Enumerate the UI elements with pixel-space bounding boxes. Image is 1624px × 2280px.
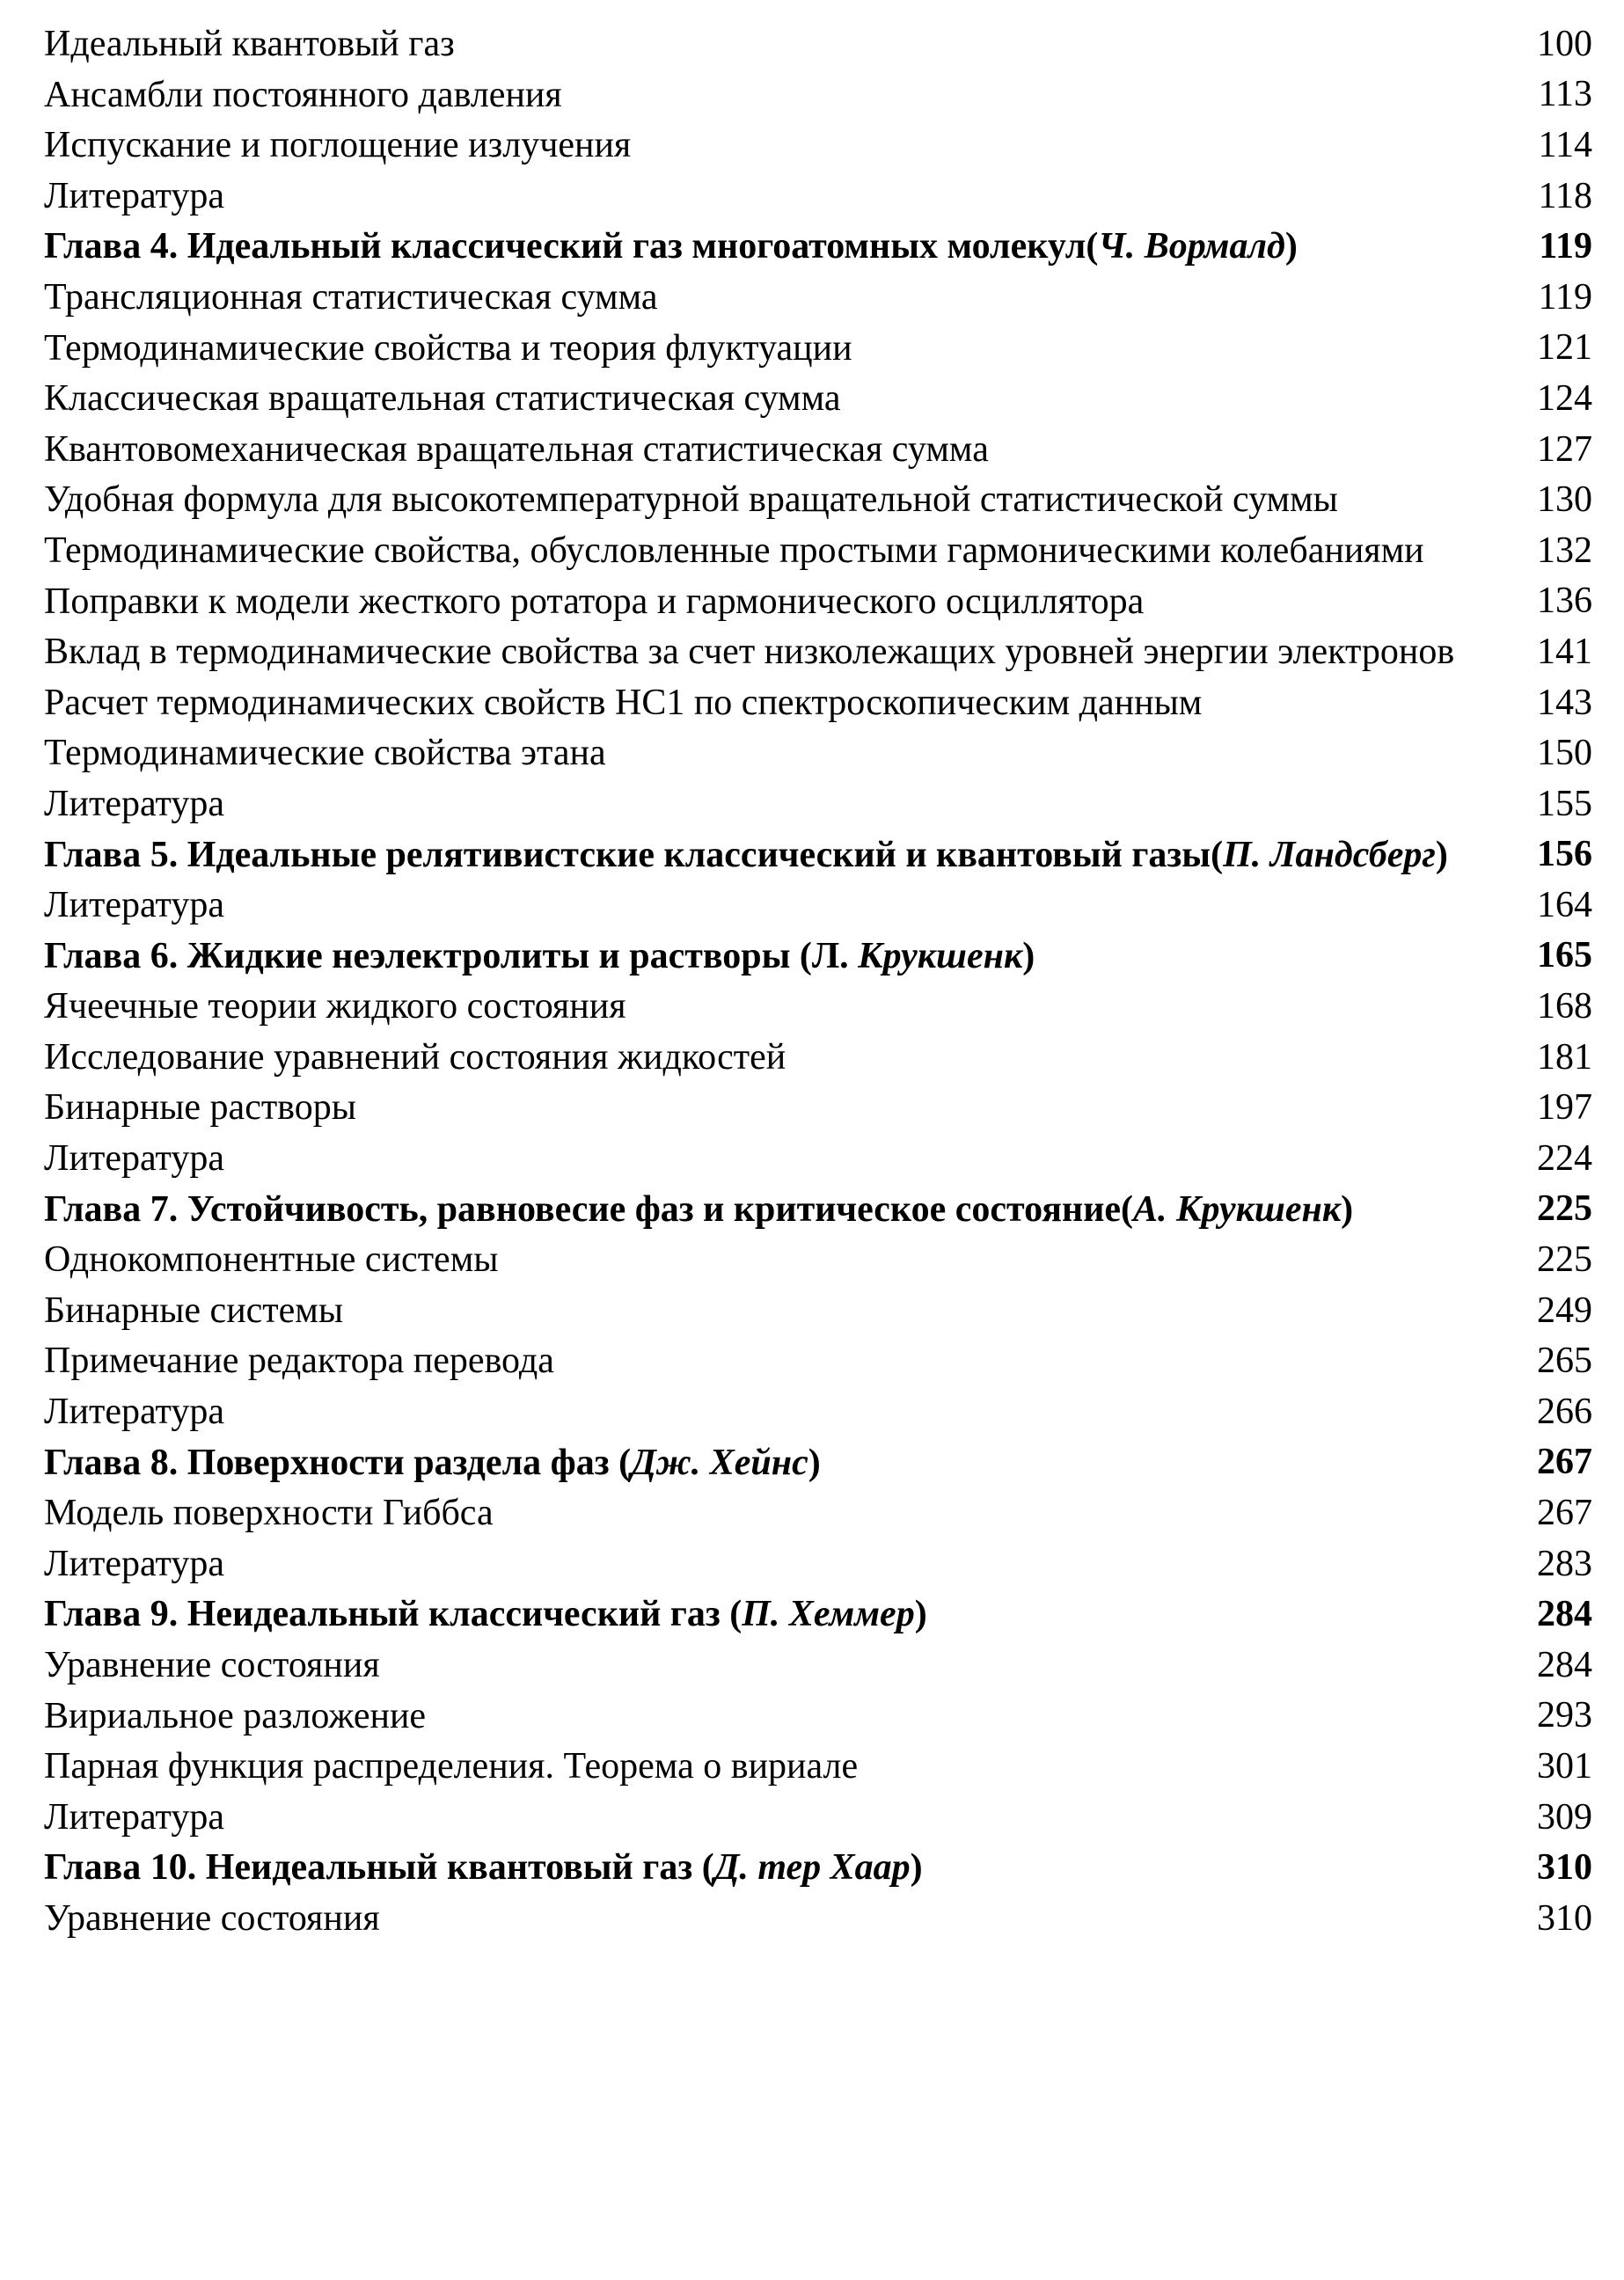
toc-entry-title bbox=[44, 1641, 1460, 1692]
toc-title-text: Квантовомеханическая вращательная статистическая сумма bbox=[44, 428, 989, 470]
toc-page-number: 113 bbox=[1538, 74, 1592, 115]
toc-page-number: 121 bbox=[1537, 327, 1592, 369]
toc-entry bbox=[44, 1742, 1592, 1793]
toc-entry-title bbox=[44, 273, 1460, 324]
toc-entry bbox=[44, 728, 1592, 779]
toc-chapter-author: П. Хеммер bbox=[742, 1594, 915, 1635]
toc-title-text: Глава 6. Жидкие неэлектролиты и растворы (Л. bbox=[44, 935, 859, 976]
toc-entry-title bbox=[44, 1589, 1460, 1641]
toc-chapter-author: П. Ландсберг bbox=[1223, 834, 1436, 875]
toc-title-close: ) bbox=[808, 1442, 821, 1483]
toc-entry bbox=[44, 627, 1592, 678]
toc-entry-title bbox=[44, 1286, 1460, 1337]
toc-entry-title bbox=[44, 172, 1460, 223]
toc-page-number: 156 bbox=[1537, 834, 1592, 875]
toc-entry-title bbox=[44, 1438, 1460, 1489]
toc-title-text: Глава 4. Идеальный классический газ многоатомных молекул( bbox=[44, 226, 1099, 267]
toc-title-text: Литература bbox=[44, 175, 224, 216]
toc-entry bbox=[44, 1488, 1592, 1539]
toc-title-text: Удобная формула для высокотемпературной вращательной статистической суммы bbox=[44, 479, 1338, 521]
toc-title-text: Модель поверхности Гиббса bbox=[44, 1493, 494, 1534]
toc-entry-title bbox=[44, 881, 1460, 932]
toc-title-text: Литература bbox=[44, 885, 224, 926]
toc-entry bbox=[44, 1894, 1592, 1945]
toc-entry-title bbox=[44, 1488, 1460, 1539]
toc-entry-title bbox=[44, 678, 1460, 729]
toc-page-number: 265 bbox=[1537, 1341, 1592, 1382]
toc-title-text: Бинарные системы bbox=[44, 1290, 344, 1331]
toc-title-text: Глава 9. Неидеальный классический газ ( bbox=[44, 1594, 743, 1635]
toc-chapter-author: Д. тер Хаар bbox=[713, 1847, 911, 1889]
toc-title-text: Поправки к модели жесткого ротатора и гармонического осциллятора bbox=[44, 581, 1145, 622]
toc-entry bbox=[44, 1692, 1592, 1743]
toc-entry-title bbox=[44, 70, 1460, 121]
toc-title-close: ) bbox=[1284, 226, 1298, 267]
toc-page-number: 119 bbox=[1539, 226, 1592, 267]
toc-entry-title bbox=[44, 577, 1460, 628]
toc-title-close: ) bbox=[914, 1594, 927, 1635]
toc-title-close: ) bbox=[1022, 935, 1035, 976]
toc-entry-title bbox=[44, 1894, 1460, 1945]
toc-page-number: 143 bbox=[1537, 682, 1592, 723]
toc-entry bbox=[44, 526, 1592, 577]
toc-chapter-heading bbox=[44, 830, 1592, 881]
toc-entry-title bbox=[44, 475, 1460, 526]
toc-title-text: Термодинамические свойства этана bbox=[44, 733, 606, 774]
toc-entry bbox=[44, 374, 1592, 425]
toc-entry-title bbox=[44, 374, 1460, 425]
toc-entry bbox=[44, 678, 1592, 729]
toc-entry-title bbox=[44, 1692, 1460, 1743]
toc-entry bbox=[44, 475, 1592, 526]
toc-page-number: 197 bbox=[1537, 1087, 1592, 1129]
toc-page-number: 164 bbox=[1537, 885, 1592, 926]
toc-page-number: 310 bbox=[1537, 1897, 1592, 1939]
toc-title-text: Классическая вращательная статистическая сумма bbox=[44, 378, 841, 420]
toc-page-number: 301 bbox=[1537, 1746, 1592, 1787]
toc-entry bbox=[44, 70, 1592, 121]
toc-title-text: Испускание и поглощение излучения bbox=[44, 125, 632, 166]
toc-title-text: Литература bbox=[44, 1392, 224, 1433]
toc-page-number: 225 bbox=[1537, 1239, 1592, 1281]
toc-title-text: Вклад в термодинамические свойства за счет низколежащих уровней энергии электронов bbox=[44, 632, 1455, 673]
toc-entry bbox=[44, 779, 1592, 830]
toc-title-text: Глава 10. Неидеальный квантовый газ ( bbox=[44, 1847, 714, 1889]
toc-entry-title bbox=[44, 425, 1460, 476]
toc-entry-title bbox=[44, 830, 1460, 881]
toc-title-close: ) bbox=[1341, 1188, 1354, 1230]
toc-title-text: Вириальное разложение bbox=[44, 1695, 427, 1736]
toc-entry-title bbox=[44, 1185, 1460, 1236]
toc-title-text: Расчет термодинамических свойств НС1 по спектроскопическим данным bbox=[44, 682, 1203, 723]
toc-title-text: Однокомпонентные системы bbox=[44, 1239, 499, 1281]
toc-entry-title bbox=[44, 779, 1460, 830]
toc-page-number: 284 bbox=[1537, 1594, 1592, 1635]
toc-entry-title bbox=[44, 1336, 1460, 1387]
toc-page-number: 124 bbox=[1537, 378, 1592, 420]
toc-entry bbox=[44, 1793, 1592, 1844]
toc-entry-title bbox=[44, 627, 1460, 678]
toc-title-text: Глава 7. Устойчивость, равновесие фаз и критическое состояние( bbox=[44, 1188, 1134, 1230]
toc-entry-title bbox=[44, 728, 1460, 779]
toc-chapter-heading bbox=[44, 1438, 1592, 1489]
toc-entry-title bbox=[44, 1843, 1460, 1894]
toc-page-number: 181 bbox=[1537, 1036, 1592, 1078]
toc-entry-title bbox=[44, 1387, 1460, 1438]
toc-title-text: Литература bbox=[44, 783, 224, 824]
toc-page-number: 100 bbox=[1537, 24, 1592, 64]
toc-chapter-author: Дж. Хейнс bbox=[631, 1442, 808, 1483]
toc-page-number: 155 bbox=[1537, 783, 1592, 824]
toc-title-text: Бинарные растворы bbox=[44, 1087, 356, 1129]
table-of-contents bbox=[44, 19, 1592, 1945]
toc-title-text: Литература bbox=[44, 1138, 224, 1180]
toc-page-number: 150 bbox=[1537, 733, 1592, 774]
toc-page-number: 127 bbox=[1537, 428, 1592, 470]
toc-entry bbox=[44, 273, 1592, 324]
toc-page-number: 293 bbox=[1537, 1695, 1592, 1736]
toc-entry bbox=[44, 881, 1592, 932]
toc-title-text: Ансамбли постоянного давления bbox=[44, 74, 562, 115]
toc-entry bbox=[44, 19, 1592, 70]
toc-page-number: 310 bbox=[1537, 1847, 1592, 1889]
toc-entry-title bbox=[44, 1793, 1460, 1844]
toc-entry bbox=[44, 1235, 1592, 1286]
toc-title-text: Термодинамические свойства и теория флуктуации bbox=[44, 327, 852, 369]
toc-title-text: Литература bbox=[44, 1543, 224, 1584]
toc-entry bbox=[44, 1083, 1592, 1134]
toc-page-number: 165 bbox=[1537, 935, 1592, 976]
toc-entry-title bbox=[44, 1539, 1460, 1590]
toc-page-number: 225 bbox=[1537, 1188, 1592, 1230]
toc-title-text: Ячеечные теории жидкого состояния bbox=[44, 986, 626, 1027]
toc-chapter-author: А. Крукшенк bbox=[1133, 1188, 1342, 1230]
toc-entry-title bbox=[44, 121, 1460, 172]
toc-page-number: 266 bbox=[1537, 1392, 1592, 1433]
toc-title-text: Глава 5. Идеальные релятивистские классический и квантовый газы( bbox=[44, 834, 1224, 875]
toc-page-number: 136 bbox=[1537, 581, 1592, 622]
toc-entry-title bbox=[44, 324, 1460, 375]
toc-entry-title bbox=[44, 932, 1460, 983]
toc-page-number: 224 bbox=[1537, 1138, 1592, 1180]
toc-chapter-author: Крукшенк bbox=[858, 935, 1023, 976]
toc-chapter-heading bbox=[44, 222, 1592, 273]
toc-entry bbox=[44, 982, 1592, 1033]
toc-page-number: 141 bbox=[1537, 632, 1592, 673]
toc-page-number: 130 bbox=[1537, 479, 1592, 521]
toc-chapter-heading bbox=[44, 1589, 1592, 1641]
toc-entry-title bbox=[44, 1742, 1460, 1793]
toc-title-text: Парная функция распределения. Теорема о вириале bbox=[44, 1746, 859, 1787]
toc-chapter-author: Ч. Вормалд bbox=[1098, 226, 1285, 267]
toc-title-text: Исследование уравнений состояния жидкостей bbox=[44, 1036, 786, 1078]
toc-entry-title bbox=[44, 19, 1460, 70]
toc-page-number: 118 bbox=[1538, 175, 1592, 216]
toc-page-number: 267 bbox=[1537, 1442, 1592, 1483]
toc-title-text: Термодинамические свойства, обусловленные простыми гармоническими колебаниями bbox=[44, 530, 1424, 571]
toc-title-text: Литература bbox=[44, 1796, 224, 1838]
toc-page-number: 168 bbox=[1537, 986, 1592, 1027]
toc-title-text: Глава 8. Поверхности раздела фаз ( bbox=[44, 1442, 632, 1483]
toc-title-close: ) bbox=[910, 1847, 923, 1889]
toc-entry bbox=[44, 172, 1592, 223]
toc-entry bbox=[44, 425, 1592, 476]
toc-entry bbox=[44, 1539, 1592, 1590]
toc-page-number: 114 bbox=[1538, 125, 1592, 166]
toc-entry bbox=[44, 1387, 1592, 1438]
toc-page-number: 283 bbox=[1537, 1543, 1592, 1584]
toc-entry-title bbox=[44, 222, 1460, 273]
toc-entry bbox=[44, 1033, 1592, 1084]
toc-entry bbox=[44, 324, 1592, 375]
toc-entry-title bbox=[44, 1235, 1460, 1286]
toc-title-text: Трансляционная статистическая сумма bbox=[44, 276, 658, 318]
toc-page-number: 309 bbox=[1537, 1796, 1592, 1838]
toc-chapter-heading bbox=[44, 1843, 1592, 1894]
toc-chapter-heading bbox=[44, 932, 1592, 983]
toc-entry bbox=[44, 121, 1592, 172]
toc-title-text: Уравнение состояния bbox=[44, 1897, 380, 1939]
toc-entry-title bbox=[44, 526, 1460, 577]
toc-entry bbox=[44, 577, 1592, 628]
toc-page-number: 132 bbox=[1537, 530, 1592, 571]
toc-entry-title bbox=[44, 1083, 1460, 1134]
toc-title-text: Примечание редактора перевода bbox=[44, 1341, 554, 1382]
toc-page-number: 249 bbox=[1537, 1290, 1592, 1331]
toc-chapter-heading bbox=[44, 1185, 1592, 1236]
toc-entry-title bbox=[44, 1033, 1460, 1084]
toc-page-number: 119 bbox=[1538, 276, 1592, 318]
toc-entry-title bbox=[44, 982, 1460, 1033]
toc-entry bbox=[44, 1641, 1592, 1692]
toc-title-close: ) bbox=[1435, 834, 1448, 875]
toc-entry bbox=[44, 1134, 1592, 1185]
toc-title-text: Уравнение состояния bbox=[44, 1645, 380, 1685]
toc-title-text: Идеальный квантовый газ bbox=[44, 24, 455, 64]
toc-entry bbox=[44, 1336, 1592, 1387]
toc-entry-title bbox=[44, 1134, 1460, 1185]
toc-page-number: 267 bbox=[1537, 1493, 1592, 1534]
toc-entry bbox=[44, 1286, 1592, 1337]
toc-page-number: 284 bbox=[1537, 1645, 1592, 1685]
